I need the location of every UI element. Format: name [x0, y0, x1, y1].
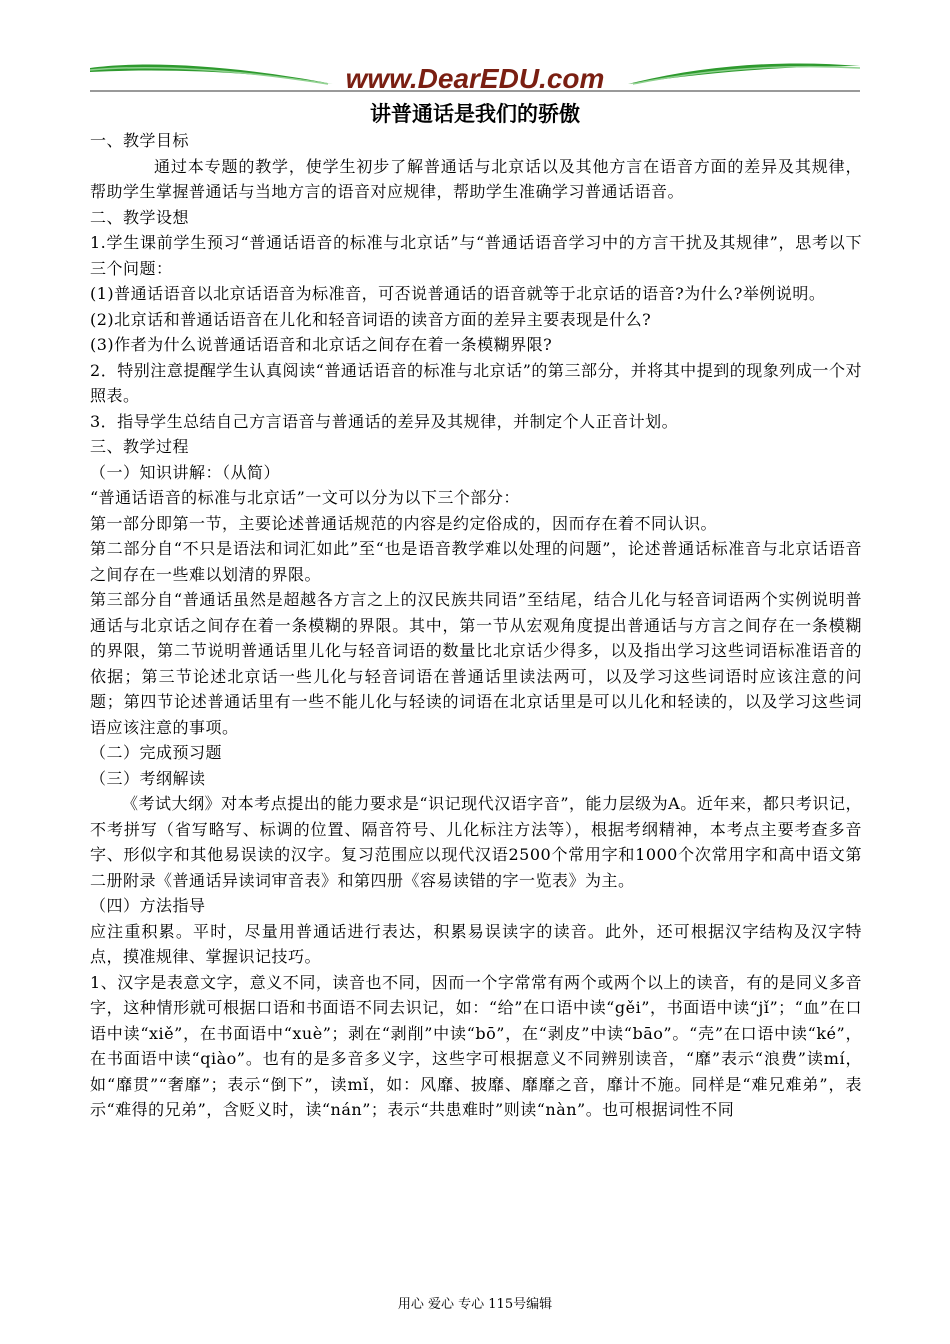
- body-paragraph: 第一部分即第一节，主要论述普通话规范的内容是约定俗成的，因而存在着不同认识。: [90, 513, 718, 533]
- section-heading: 三、教学过程: [90, 437, 190, 456]
- body-paragraph: 2．特别注意提醒学生认真阅读“普通话语音的标准与北京话”的第三部分，并将其中提到的现象列成一个对照表。: [90, 360, 862, 405]
- body-paragraph: 1、汉字是表意文字，意义不同，读音也不同，因而一个字常常有两个或两个以上的读音，有的是同义多音字，这种情形就可根据口语和书面语不同去识记，如：“给”在口语中读“gěi”，书面语中读“jǐ”；“血”在口语中读“xiě”，在书面语中“xuè”；剥在“剥削”中读“bō”，在“剥皮”中读“bāo”。“壳”在口语中读“ké”，在书面语中读“qiào”。也有的是多音多义字，这些字可根据意义不同辨别读音，“靡”表示“浪费”读mí，如“靡贯”“奢靡”；表示“倒下”，读mǐ，如：风靡、披靡、靡靡之音，靡计不施。同样是“难兄难弟”，表示“难得的兄弟”，含贬义时，读“nán”；表示“共患难时”则读“nàn”。也可根据词性不同: [90, 972, 862, 1119]
- banner-text: www.DearEDU.com: [345, 63, 605, 94]
- document-title: 讲普通话是我们的骄傲: [370, 102, 580, 126]
- section-heading: 二、教学设想: [90, 207, 190, 227]
- body-paragraph: 应注重积累。平时，尽量用普通话进行表达，积累易误读字的读音。此外，还可根据汉字结构及汉字特点，摸准规律、掌握识记技巧。: [90, 921, 862, 966]
- subsection-heading: （三）考纲解读: [90, 768, 206, 788]
- body-paragraph: 第二部分自“不只是语法和词汇如此”至“也是语音教学难以处理的问题”，论述普通话标准音与北京话语音之间存在一些难以划清的界限。: [90, 539, 862, 584]
- section-heading: 一、教学目标: [90, 131, 190, 150]
- body-paragraph: (2)北京话和普通话语音在儿化和轻音词语的读音方面的差异主要表现是什么?: [90, 309, 652, 329]
- body-paragraph: 1.学生课前学生预习“普通话语音的标准与北京话”与“普通话语音学习中的方言干扰及其规律”，思考以下三个问题：: [90, 233, 862, 278]
- document-body: [90, 128, 862, 1123]
- subsection-heading: （一）知识讲解：（从简）: [90, 462, 281, 482]
- page-footer: 用心 爱心 专心 115号编辑: [397, 1297, 553, 1312]
- body-paragraph: (3)作者为什么说普通话语音和北京话之间存在着一条模糊界限?: [90, 335, 553, 354]
- body-paragraph: 通过本专题的教学，使学生初步了解普通话与北京话以及其他方言在语音方面的差异及其规律，帮助学生掌握普通话与当地方言的语音对应规律，帮助学生准确学习普通话语音。: [90, 156, 862, 201]
- subsection-heading: （二）完成预习题: [90, 743, 223, 762]
- body-paragraph: 3．指导学生总结自己方言语音与普通话的差异及其规律，并制定个人正音计划。: [90, 411, 679, 431]
- site-banner: [88, 58, 862, 96]
- subsection-heading: （四）方法指导: [90, 896, 206, 915]
- body-paragraph: 《考试大纲》对本考点提出的能力要求是“识记现代汉语字音”，能力层级为A。近年来，都只考识记，不考拼写（省写略写、标调的位置、隔音符号、儿化标注方法等），根据考纲精神，本考点主要考查多音字、形似字和其他易误读的汉字。复习范围应以现代汉语2500个常用字和1000个次常用字和高中语文第二册附录《普通话异读词审音表》和第四册《容易读错的字一览表》为主。: [90, 794, 862, 890]
- body-paragraph: 第三部分自“普通话虽然是超越各方言之上的汉民族共同语”至结尾，结合儿化与轻音词语两个实例说明普通话与北京话之间存在着一条模糊的界限。其中，第一节从宏观角度提出普通话与方言之间存在一条模糊的界限，第二节说明普通话里儿化与轻音词语的数量比北京话少得多，以及指出学习这些词语标准语音的依据；第三节论述北京话一些儿化与轻音词语在普通话里读法两可，以及学习这些词语时应该注意的问题；第四节论述普通话里有一些不能儿化与轻读的词语在北京话里是可以儿化和轻读的，以及学习这些词语应该注意的事项。: [90, 590, 862, 737]
- body-paragraph: (1)普通话语音以北京话语音为标准音，可否说普通话的语音就等于北京话的语音?为什么?举例说明。: [90, 284, 826, 303]
- body-paragraph: “普通话语音的标准与北京话”一文可以分为以下三个部分：: [90, 488, 520, 507]
- banner-graphic: [88, 58, 862, 96]
